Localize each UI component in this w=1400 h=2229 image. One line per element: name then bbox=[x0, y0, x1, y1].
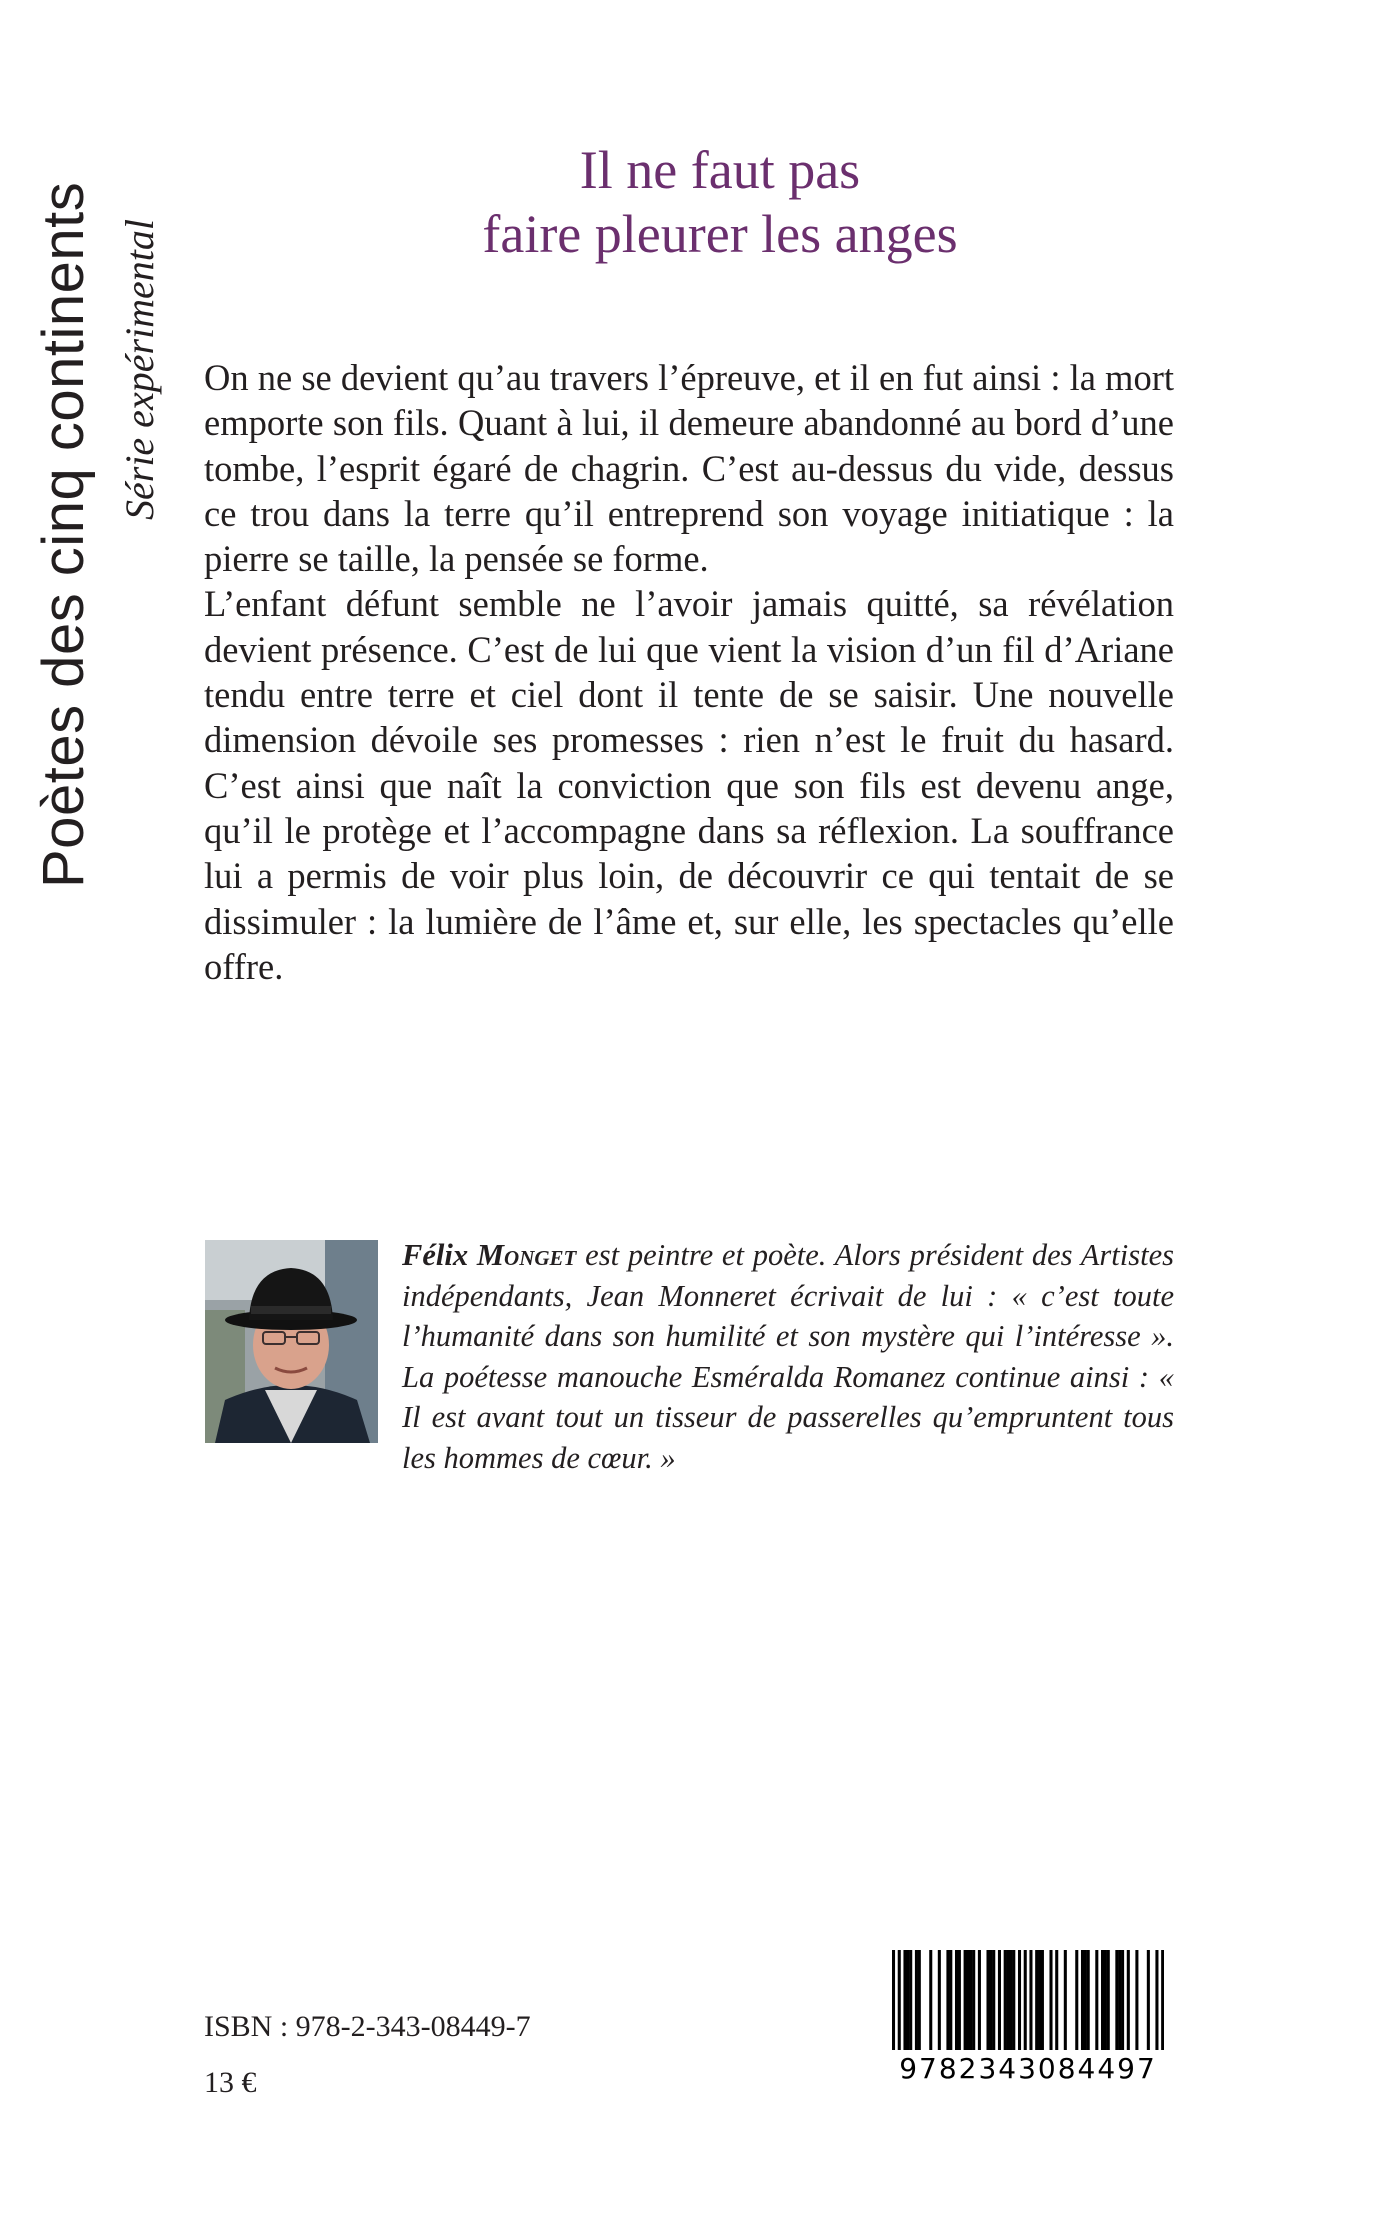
summary-paragraph-2: L’enfant défunt semble ne l’avoir jamais quitté, sa révélation devient présence. C’est de lui que vient la vision d’un fil d’Ariane tendu entre terre et ciel dont il tente de se saisir. Une nouvelle dimension dévoile ses promesses : rien n’est le fruit du hasard. C’est ainsi que naît la conviction que son fils est devenu ange, qu’il le protège et l’accompagne dans sa réflexion. La souffrance lui a permis de voir plus loin, de découvrir ce qui tentait de se dissimuler : la lumière de l’âme et, sur elle, les spectacles qu’elle offre. bbox=[204, 583, 1174, 987]
barcode-bar bbox=[1101, 1950, 1104, 2050]
barcode-bar bbox=[909, 1950, 912, 2050]
barcode-bar bbox=[969, 1950, 972, 2050]
barcode-bar bbox=[1135, 1950, 1138, 2050]
barcode-bar bbox=[1064, 1950, 1067, 2050]
barcode-bar bbox=[1024, 1950, 1027, 2050]
barcode-bar bbox=[892, 1950, 895, 2050]
series-subtitle: Série expérimental bbox=[117, 219, 162, 520]
barcode-bar bbox=[1018, 1950, 1021, 2050]
barcode-bar bbox=[1115, 1950, 1118, 2050]
barcode-bar bbox=[1075, 1950, 1078, 2050]
barcode-bar bbox=[1155, 1950, 1158, 2050]
barcode-bar bbox=[1095, 1950, 1098, 2050]
barcode-bar bbox=[1127, 1950, 1130, 2050]
price: 13 € bbox=[204, 2066, 257, 2099]
book-title-line-1: Il ne faut pas bbox=[579, 140, 861, 200]
barcode-bar bbox=[1038, 1950, 1041, 2050]
isbn: ISBN : 978-2-343-08449-7 bbox=[204, 2010, 531, 2043]
barcode-bar bbox=[1029, 1950, 1032, 2050]
barcode-bar bbox=[949, 1950, 952, 2050]
author-portrait-illustration bbox=[205, 1240, 378, 1443]
back-cover-summary bbox=[204, 355, 1174, 989]
barcode-bar bbox=[1147, 1950, 1150, 2050]
barcode-bar bbox=[989, 1950, 992, 2050]
summary-paragraph-1: On ne se devient qu’au travers l’épreuve, et il en fut ainsi : la mort emporte son fils. Quant à lui, il demeure abandonné au bord d’une tombe, l’esprit égaré de chagrin. C’est au-dessus du vide, dessus ce trou dans la terre qu’il entreprend son voyage initiatique : la pierre se taille, la pensée se forme. bbox=[204, 357, 1174, 580]
barcode-bar bbox=[1035, 1950, 1038, 2050]
barcode-bar bbox=[915, 1950, 918, 2050]
barcode-bars bbox=[892, 1950, 1164, 2050]
barcode-bar bbox=[986, 1950, 989, 2050]
barcode-bar bbox=[918, 1950, 921, 2050]
barcode-bar bbox=[955, 1950, 958, 2050]
barcode-bar bbox=[1004, 1950, 1007, 2050]
barcode-bar bbox=[938, 1950, 941, 2050]
barcode-bar bbox=[903, 1950, 906, 2050]
barcode-bar bbox=[1084, 1950, 1087, 2050]
barcode-bar bbox=[1012, 1950, 1015, 2050]
barcode-bar bbox=[1161, 1950, 1164, 2050]
barcode-bar bbox=[1121, 1950, 1124, 2050]
barcode-bar bbox=[946, 1950, 949, 2050]
barcode-bar bbox=[1041, 1950, 1044, 2050]
barcode-bar bbox=[1009, 1950, 1012, 2050]
barcode-bar bbox=[964, 1950, 967, 2050]
barcode-bar bbox=[1107, 1950, 1110, 2050]
barcode-bar bbox=[906, 1950, 909, 2050]
series-title: Poètes des cinq continents bbox=[31, 181, 96, 888]
barcode-bar bbox=[998, 1950, 1001, 2050]
barcode-bar bbox=[1118, 1950, 1121, 2050]
barcode-bar bbox=[929, 1950, 932, 2050]
author-bio bbox=[402, 1235, 1174, 1479]
barcode-bar bbox=[966, 1950, 969, 2050]
barcode-bar bbox=[958, 1950, 961, 2050]
author-photo bbox=[205, 1240, 378, 1443]
barcode-bar bbox=[972, 1950, 975, 2050]
author-last-name: Monget bbox=[476, 1238, 577, 1272]
barcode bbox=[880, 1940, 1176, 2096]
barcode-bar bbox=[978, 1950, 981, 2050]
barcode-bar bbox=[1007, 1950, 1010, 2050]
barcode-bar bbox=[1049, 1950, 1052, 2050]
author-bio-text: est peintre et poète. Alors président des Artistes indépendants, Jean Monneret écrivait de lui : « c’est toute l’humanité dans son humilité et son mystère qui l’intéresse ». La poétesse manouche Esméralda Romanez continue ainsi : « Il est avant tout un tisseur de passerelles qu’empruntent tous les hommes de cœur. » bbox=[402, 1238, 1175, 1475]
barcode-bar bbox=[992, 1950, 995, 2050]
barcode-digits: 9782343084497 bbox=[899, 2052, 1157, 2085]
barcode-bar bbox=[1081, 1950, 1084, 2050]
book-title-line-2: faire pleurer les anges bbox=[482, 204, 958, 264]
barcode-bar bbox=[1087, 1950, 1090, 2050]
author-first-name: Félix bbox=[402, 1238, 469, 1272]
barcode-bar bbox=[1104, 1950, 1107, 2050]
barcode-bar bbox=[1055, 1950, 1058, 2050]
book-title bbox=[330, 138, 1110, 266]
barcode-bar bbox=[898, 1950, 901, 2050]
